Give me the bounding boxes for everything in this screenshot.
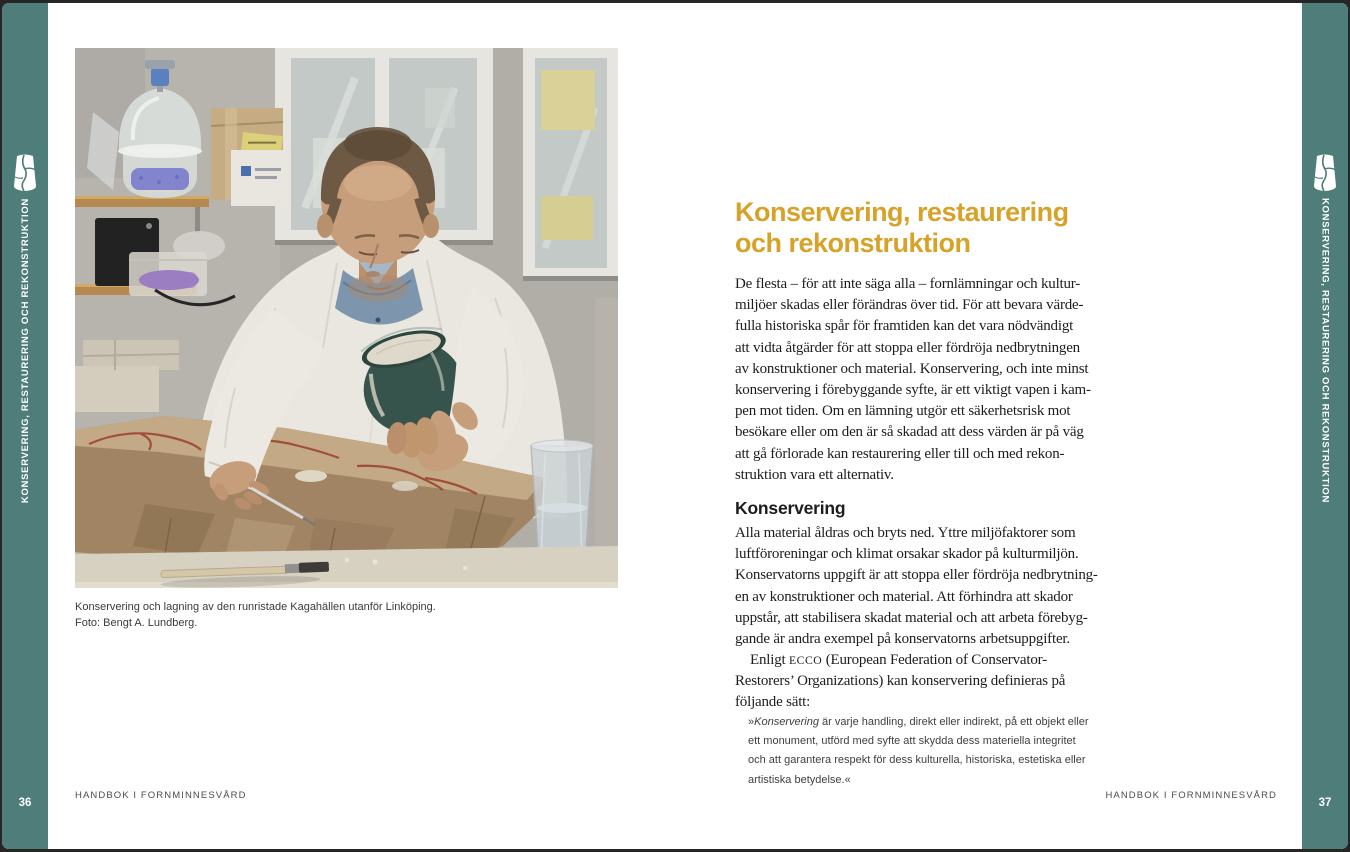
- text-line: av konstruktioner och material. Konservering, och inte minst: [735, 360, 1089, 377]
- ecco-acronym: ECCO: [789, 654, 823, 667]
- caption-credit: Foto: Bengt A. Lundberg.: [75, 616, 198, 629]
- konservering-paragraph: [735, 523, 1135, 650]
- quote-line: [748, 713, 1133, 732]
- text-line: att gå förlorade kan restaurering eller till och med rekon-: [735, 445, 1065, 462]
- page-number-37: 37: [1318, 797, 1332, 809]
- text-line: Alla material åldras och bryts ned. Yttre miljöfaktorer som: [735, 525, 1076, 541]
- left-chapter-sidebar: [2, 3, 48, 849]
- photo-illustration: [75, 48, 618, 588]
- ecco-definition-quote: [748, 713, 1133, 790]
- section-subheading: Konservering: [735, 498, 846, 518]
- text-line: följande sätt:: [735, 694, 811, 711]
- page-number-36: 36: [18, 797, 32, 809]
- running-footer-left: HANDBOK I FORNMINNESVÅRD: [75, 790, 247, 801]
- text-line: en av konstruktioner och material. Att förhindra att skador: [735, 588, 1073, 605]
- text-line: pen mot tiden. Om en lämning utgör ett säkerhetsrisk mot: [735, 403, 1071, 420]
- chapter-label: KONSERVERING, RESTAURERING OCH REKONSTRUKTION: [19, 198, 31, 504]
- chapter-title-line2: och rekonstruktion: [735, 228, 971, 258]
- text-line: struktion vara ett alternativ.: [735, 466, 894, 483]
- intro-paragraph: [735, 274, 1135, 486]
- left-chapter-label-wrap: [2, 198, 48, 504]
- quote-line: och att garantera respekt för dess kulturella, historiska, estetiska eller: [748, 754, 1086, 767]
- text-span: är varje handling, direkt eller indirekt, på ett objekt eller: [818, 716, 1089, 728]
- text-line: konservering i förebyggande syfte, är ett viktigt vapen i kam-: [735, 382, 1091, 399]
- page-spread: [2, 3, 1348, 849]
- chapter-title-line1: Konservering, restaurering: [735, 197, 1069, 227]
- ecco-paragraph: [735, 650, 1135, 714]
- text-line: luftföroreningar och klimat orsakar skador på kulturmiljön.: [735, 546, 1079, 563]
- quote-open-mark: »: [748, 716, 755, 728]
- text-line: gande är andra exempel på konservatorns arbetsuppgifter.: [735, 631, 1070, 648]
- text-line: besökare eller om den är så skadad att dess värden är på väg: [735, 424, 1084, 441]
- right-chapter-sidebar: [1302, 3, 1348, 849]
- text-line: att vidta åtgärder för att stoppa eller fördröja nedbrytningen: [735, 339, 1080, 356]
- quote-italic-lead: Konservering: [754, 716, 819, 728]
- runestone-icon: [1311, 153, 1339, 193]
- text-line: Konservatorns uppgift är att stoppa eller fördröja nedbrytning-: [735, 567, 1098, 584]
- runestone-icon: [11, 153, 39, 193]
- quote-line: artistiska betydelse.«: [748, 773, 851, 786]
- text-line: uppstår, att stabilisera skadat material och att arbeta förebyg-: [735, 609, 1088, 626]
- lab-photo: [75, 48, 618, 588]
- text-line: [735, 650, 1135, 671]
- text-span: Enligt: [750, 652, 790, 668]
- chapter-title: [735, 197, 1069, 259]
- quote-line: ett monument, utförd med syfte att skydda dess materiella integritet: [748, 735, 1076, 748]
- caption-line: Konservering och lagning av den runristade Kagahällen utanför Linköping.: [75, 601, 436, 613]
- text-line: miljöer skadas eller förändras över tid. För att bevara värde-: [735, 297, 1084, 314]
- photo-caption: [75, 600, 436, 631]
- text-line: Restorers’ Organizations) kan konservering definieras på: [735, 673, 1066, 690]
- chapter-label: KONSERVERING, RESTAURERING OCH REKONSTRUKTION: [1319, 198, 1331, 504]
- text-span: (European Federation of Conservator-: [822, 652, 1047, 668]
- running-footer-right: HANDBOK I FORNMINNESVÅRD: [1105, 790, 1277, 801]
- text-line: fulla historiska spår för framtiden kan det vara nödvändigt: [735, 318, 1074, 335]
- right-chapter-label-wrap: [1302, 198, 1348, 504]
- text-line: De flesta – för att inte säga alla – fornlämningar och kultur-: [735, 276, 1081, 292]
